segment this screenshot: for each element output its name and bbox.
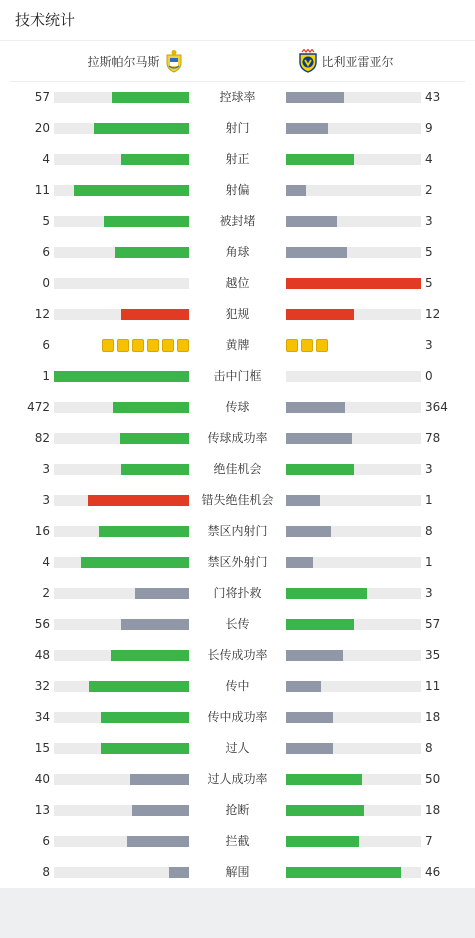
away-team-name: 比利亚雷亚尔 [321,54,394,69]
stat-label: 传球 [225,400,250,414]
home-bar [88,495,189,506]
home-bar [130,774,189,785]
yellow-card-icon [162,339,174,352]
home-bar [121,309,189,320]
away-bar [286,278,421,289]
home-bar-track [54,92,189,103]
stat-label: 过人成功率 [207,772,268,786]
away-bar-track [286,650,421,661]
away-bar [286,433,352,444]
away-bar [286,712,333,723]
stat-label: 错失绝佳机会 [201,493,274,507]
home-value: 6 [42,338,50,352]
away-bar-track [286,743,421,754]
home-bar [113,402,189,413]
stat-label: 长传成功率 [207,648,268,662]
home-bar [111,650,189,661]
yellow-card-icon [177,339,189,352]
home-value: 0 [42,276,50,290]
away-value: 9 [425,121,433,135]
home-bar-track [54,619,189,630]
stat-row [0,175,475,206]
home-value: 6 [42,834,50,848]
away-bar [286,526,331,537]
away-bar-track [286,557,421,568]
home-bar [104,216,189,227]
home-value: 5 [42,214,50,228]
stats-list [0,82,475,888]
stat-row [0,795,475,826]
away-bar [286,836,359,847]
home-team[interactable] [87,41,187,81]
away-bar-track [286,309,421,320]
away-bar [286,92,344,103]
stat-label: 传球成功率 [207,431,268,445]
stat-row [0,206,475,237]
stat-row [0,764,475,795]
home-team-name: 拉斯帕尔马斯 [87,54,160,69]
yellow-card-icon [102,339,114,352]
stat-row [0,113,475,144]
stat-label: 禁区外射门 [207,555,268,569]
away-value: 0 [425,369,433,383]
away-bar [286,464,354,475]
home-bar-track [54,309,189,320]
away-bar [286,588,367,599]
stat-label: 击中门框 [213,369,262,383]
stat-row [0,82,475,113]
stat-label: 门将扑救 [213,586,262,600]
stat-row [0,733,475,764]
stat-label: 犯规 [225,307,250,321]
stat-label: 传中成功率 [207,710,268,724]
away-bar-track [286,123,421,134]
away-bar [286,123,328,134]
away-value: 11 [425,679,441,693]
stat-label: 传中 [225,679,250,693]
away-value: 1 [425,555,433,569]
away-value: 2 [425,183,433,197]
away-bar [286,681,321,692]
yellow-card-icon [147,339,159,352]
home-bar-track [54,402,189,413]
home-value: 8 [42,865,50,879]
home-bar-track [54,526,189,537]
away-bar-track [286,836,421,847]
yellow-card-icon [132,339,144,352]
stat-label: 禁区内射门 [207,524,268,538]
home-bar [99,526,189,537]
yellow-card-icon [301,339,313,352]
away-value: 18 [425,803,441,817]
villarreal-crest-icon [298,49,318,73]
away-bar-track [286,247,421,258]
away-value: 18 [425,710,441,724]
away-value: 364 [425,400,448,414]
stat-row [0,671,475,702]
home-bar-track [54,712,189,723]
away-bar-track [286,619,421,630]
home-bar [89,681,189,692]
away-bar-track [286,867,421,878]
away-bar-track [286,278,421,289]
away-bar [286,495,320,506]
home-bar-track [54,743,189,754]
home-bar [121,619,189,630]
away-bar [286,216,337,227]
home-bar-track [54,557,189,568]
stat-label: 抢断 [225,803,250,817]
home-value: 16 [34,524,50,538]
stat-label: 射门 [225,121,250,135]
home-value: 472 [27,400,50,414]
away-value: 35 [425,648,441,662]
home-bar [74,185,189,196]
stat-label: 射偏 [225,183,250,197]
home-bar-track [54,154,189,165]
las-palmas-crest-icon [164,49,184,73]
away-bar-track [286,92,421,103]
yellow-card-icon [117,339,129,352]
away-value: 57 [425,617,441,631]
away-bar [286,774,362,785]
away-bar-track [286,402,421,413]
stat-label: 绝佳机会 [213,462,262,476]
home-bar-track [54,681,189,692]
home-bar-track [54,433,189,444]
away-value: 1 [425,493,433,507]
stat-row [0,237,475,268]
stat-label: 解围 [225,865,250,879]
home-bar-track [54,371,189,382]
home-bar-track [54,588,189,599]
stat-row [0,144,475,175]
home-bar [121,464,189,475]
yellow-card-icon [316,339,328,352]
stat-label: 角球 [225,245,250,259]
home-value: 15 [34,741,50,755]
home-value: 1 [42,369,50,383]
home-bar [101,712,189,723]
page-title: 技术统计 [0,0,475,41]
home-bar-track [54,805,189,816]
away-bar-track [286,433,421,444]
away-bar-track [286,216,421,227]
home-bar [132,805,189,816]
away-bar [286,650,343,661]
stat-row [0,361,475,392]
away-bar [286,185,306,196]
away-bar-track [286,464,421,475]
home-bar [115,247,189,258]
stat-row [0,485,475,516]
home-value: 32 [34,679,50,693]
stat-label: 射正 [225,152,250,166]
away-value: 3 [425,214,433,228]
home-bar-track [54,216,189,227]
stat-row [0,857,475,888]
away-bar [286,619,354,630]
away-value: 43 [425,90,441,104]
home-value: 40 [34,772,50,786]
away-bar [286,805,364,816]
home-value: 34 [34,710,50,724]
away-bar [286,154,354,165]
home-bar [169,867,189,878]
away-bar-track [286,154,421,165]
home-value: 12 [34,307,50,321]
home-bar-track [54,185,189,196]
home-value: 82 [34,431,50,445]
away-value: 46 [425,865,441,879]
home-value: 56 [34,617,50,631]
away-value: 8 [425,741,433,755]
away-bar-track [286,185,421,196]
away-bar-track [286,371,421,382]
home-bar-track [54,464,189,475]
home-value: 57 [34,90,50,104]
yellow-card-icon [286,339,298,352]
away-value: 78 [425,431,441,445]
away-value: 3 [425,586,433,600]
home-value: 11 [34,183,50,197]
home-value: 6 [42,245,50,259]
home-value: 4 [42,152,50,166]
home-value: 48 [34,648,50,662]
stat-row [0,826,475,857]
away-bar-track [286,805,421,816]
home-bar [81,557,189,568]
stat-row [0,392,475,423]
stat-row [0,547,475,578]
away-team[interactable] [294,41,394,81]
away-value: 5 [425,276,433,290]
home-value: 3 [42,462,50,476]
home-bar [101,743,189,754]
away-bar [286,743,333,754]
stat-row [0,516,475,547]
away-bar-track [286,526,421,537]
away-bar-track [286,774,421,785]
home-bar-track [54,867,189,878]
home-bar-track [54,774,189,785]
away-yellow-cards [286,339,328,352]
stat-row [0,609,475,640]
stat-row [0,330,475,361]
away-value: 50 [425,772,441,786]
away-bar-track [286,681,421,692]
stat-row [0,454,475,485]
away-value: 12 [425,307,441,321]
away-bar-track [286,588,421,599]
home-bar-track [54,247,189,258]
home-bar [120,433,189,444]
home-bar [121,154,189,165]
stat-row [0,578,475,609]
teams-header [10,41,465,82]
away-bar [286,402,345,413]
home-bar [135,588,189,599]
stat-label: 黄牌 [225,338,250,352]
stat-label: 控球率 [219,90,256,104]
home-value: 3 [42,493,50,507]
home-yellow-cards [102,339,189,352]
home-bar-track [54,650,189,661]
stat-label: 拦截 [225,834,250,848]
stat-label: 越位 [225,276,250,290]
home-bar [54,371,189,382]
home-bar-track [54,278,189,289]
away-bar-track [286,495,421,506]
away-bar [286,247,347,258]
stat-label: 被封堵 [219,214,256,228]
home-value: 2 [42,586,50,600]
home-value: 13 [34,803,50,817]
stat-row [0,299,475,330]
away-value: 8 [425,524,433,538]
stat-label: 过人 [225,741,250,755]
stat-row [0,702,475,733]
away-bar [286,309,354,320]
home-value: 20 [34,121,50,135]
away-value: 3 [425,462,433,476]
away-bar [286,867,401,878]
home-bar [112,92,189,103]
stat-row [0,268,475,299]
away-bar-track [286,712,421,723]
stat-row [0,640,475,671]
home-value: 4 [42,555,50,569]
away-bar [286,557,313,568]
away-value: 5 [425,245,433,259]
away-value: 3 [425,338,433,352]
home-bar-track [54,495,189,506]
away-value: 4 [425,152,433,166]
away-value: 7 [425,834,433,848]
home-bar [127,836,189,847]
stat-label: 长传 [225,617,250,631]
home-bar-track [54,836,189,847]
home-bar [94,123,189,134]
stat-row [0,423,475,454]
home-bar-track [54,123,189,134]
